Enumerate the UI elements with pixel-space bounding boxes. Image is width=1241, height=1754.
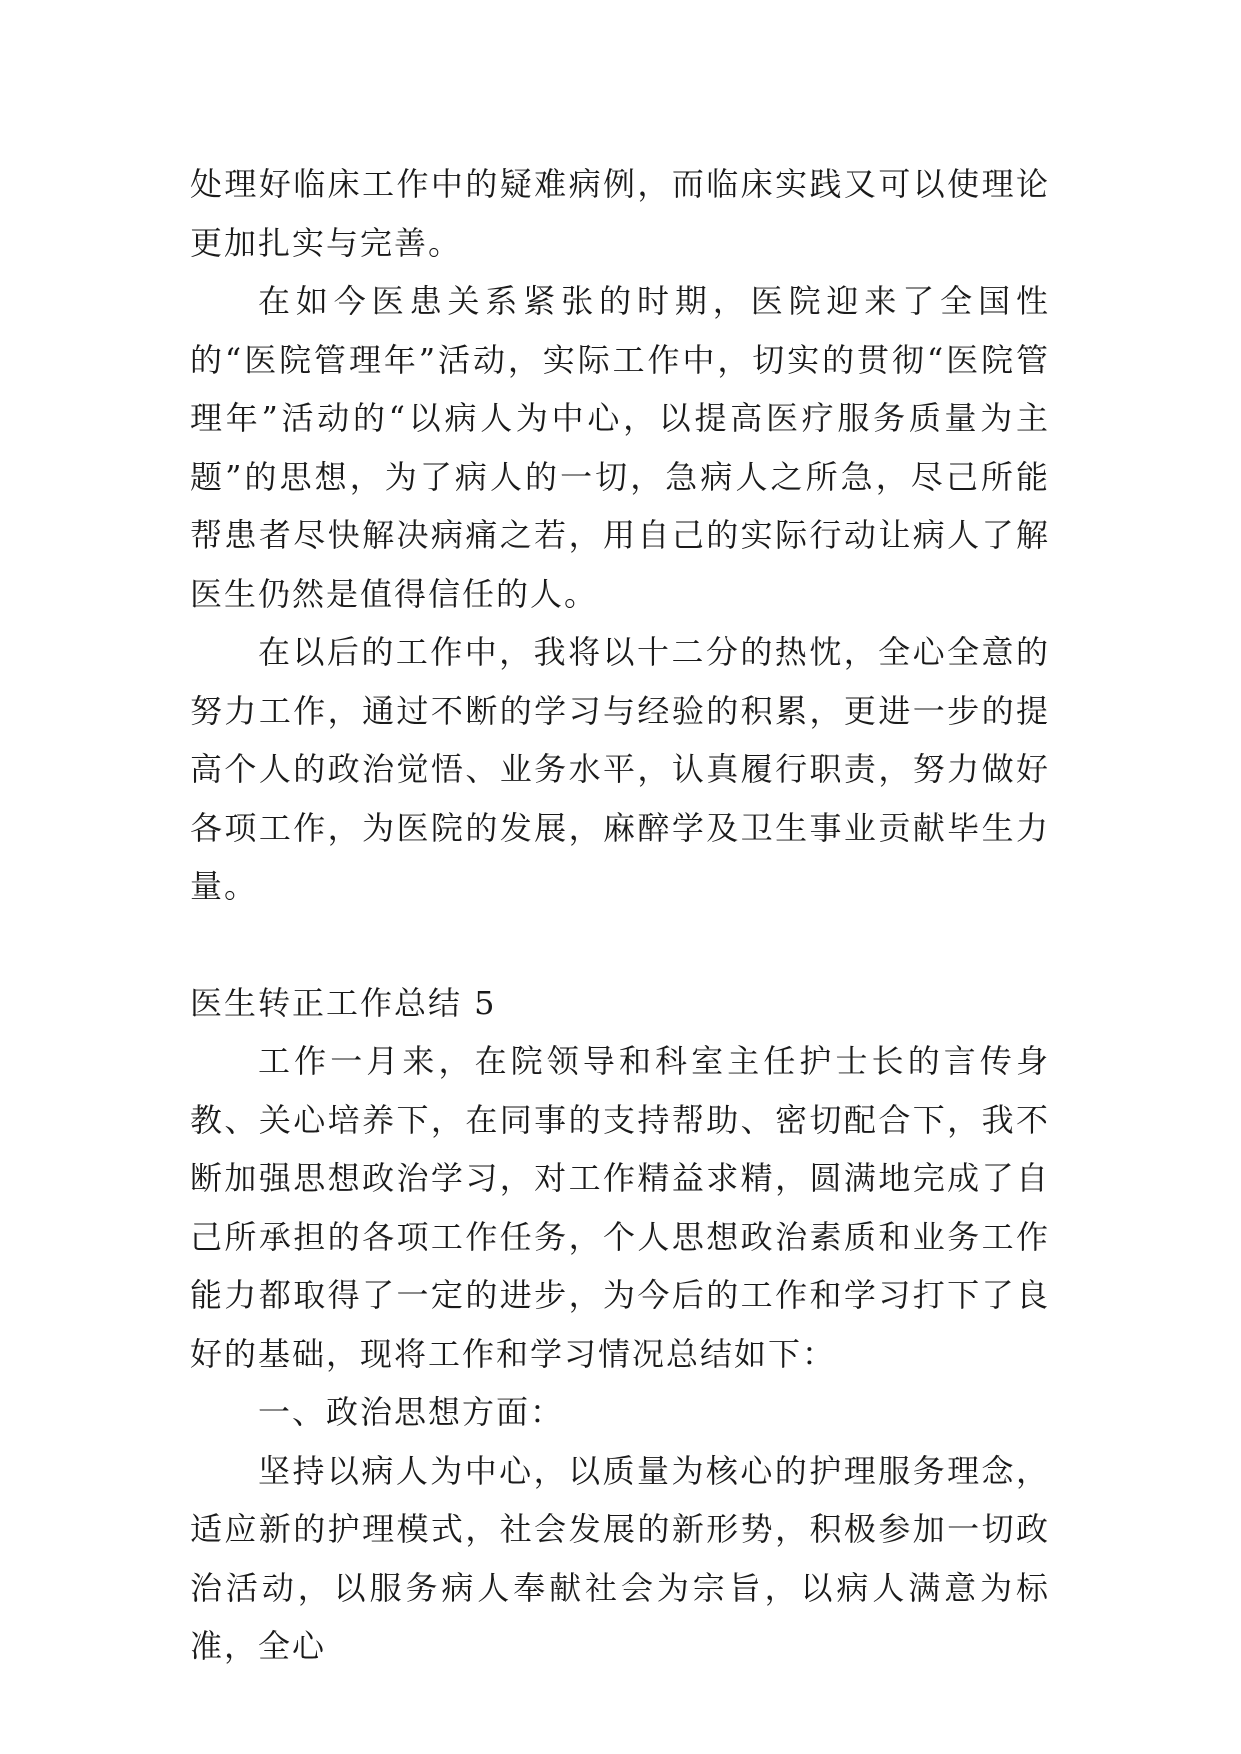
paragraph-continuation: 处理好临床工作中的疑难病例，而临床实践又可以使理论更加扎实与完善。 bbox=[190, 165, 1050, 262]
section-title: 医生转正工作总结 5 bbox=[190, 983, 497, 1022]
paragraph-future-work: 在以后的工作中，我将以十二分的热忱，全心全意的努力工作，通过不断的学习与经验的积累，更进一步的提高个人的政治觉悟、业务水平，认真履行职责，努力做好各项工作，为医院的发展，麻醉学及卫生事业贡献毕生力量。 bbox=[190, 633, 1050, 905]
paragraph-political: 坚持以病人为中心，以质量为核心的护理服务理念，适应新的护理模式，社会发展的新形势，积极参加一切政治活动，以服务病人奉献社会为宗旨，以病人满意为标准，全心 bbox=[190, 1451, 1050, 1665]
subheading-political: 一、政治思想方面： bbox=[258, 1393, 565, 1431]
document-body bbox=[190, 155, 1050, 1676]
paragraph-hospital-management: 在如今医患关系紧张的时期，医院迎来了全国性的“医院管理年”活动，实际工作中，切实的贯彻“医院管理年”活动的“以病人为中心，以提高医疗服务质量为主题”的思想，为了病人的一切，急病人之所急，尽己所能帮患者尽快解决病痛之若，用自己的实际行动让病人了解医生仍然是值得信任的人。 bbox=[190, 282, 1050, 613]
paragraph-summary-intro: 工作一月来，在院领导和科室主任护士长的言传身教、关心培养下，在同事的支持帮助、密切配合下，我不断加强思想政治学习，对工作精益求精，圆满地完成了自己所承担的各项工作任务，个人思想政治素质和业务工作能力都取得了一定的进步，为今后的工作和学习打下了良好的基础，现将工作和学习情况总结如下： bbox=[190, 1042, 1050, 1373]
